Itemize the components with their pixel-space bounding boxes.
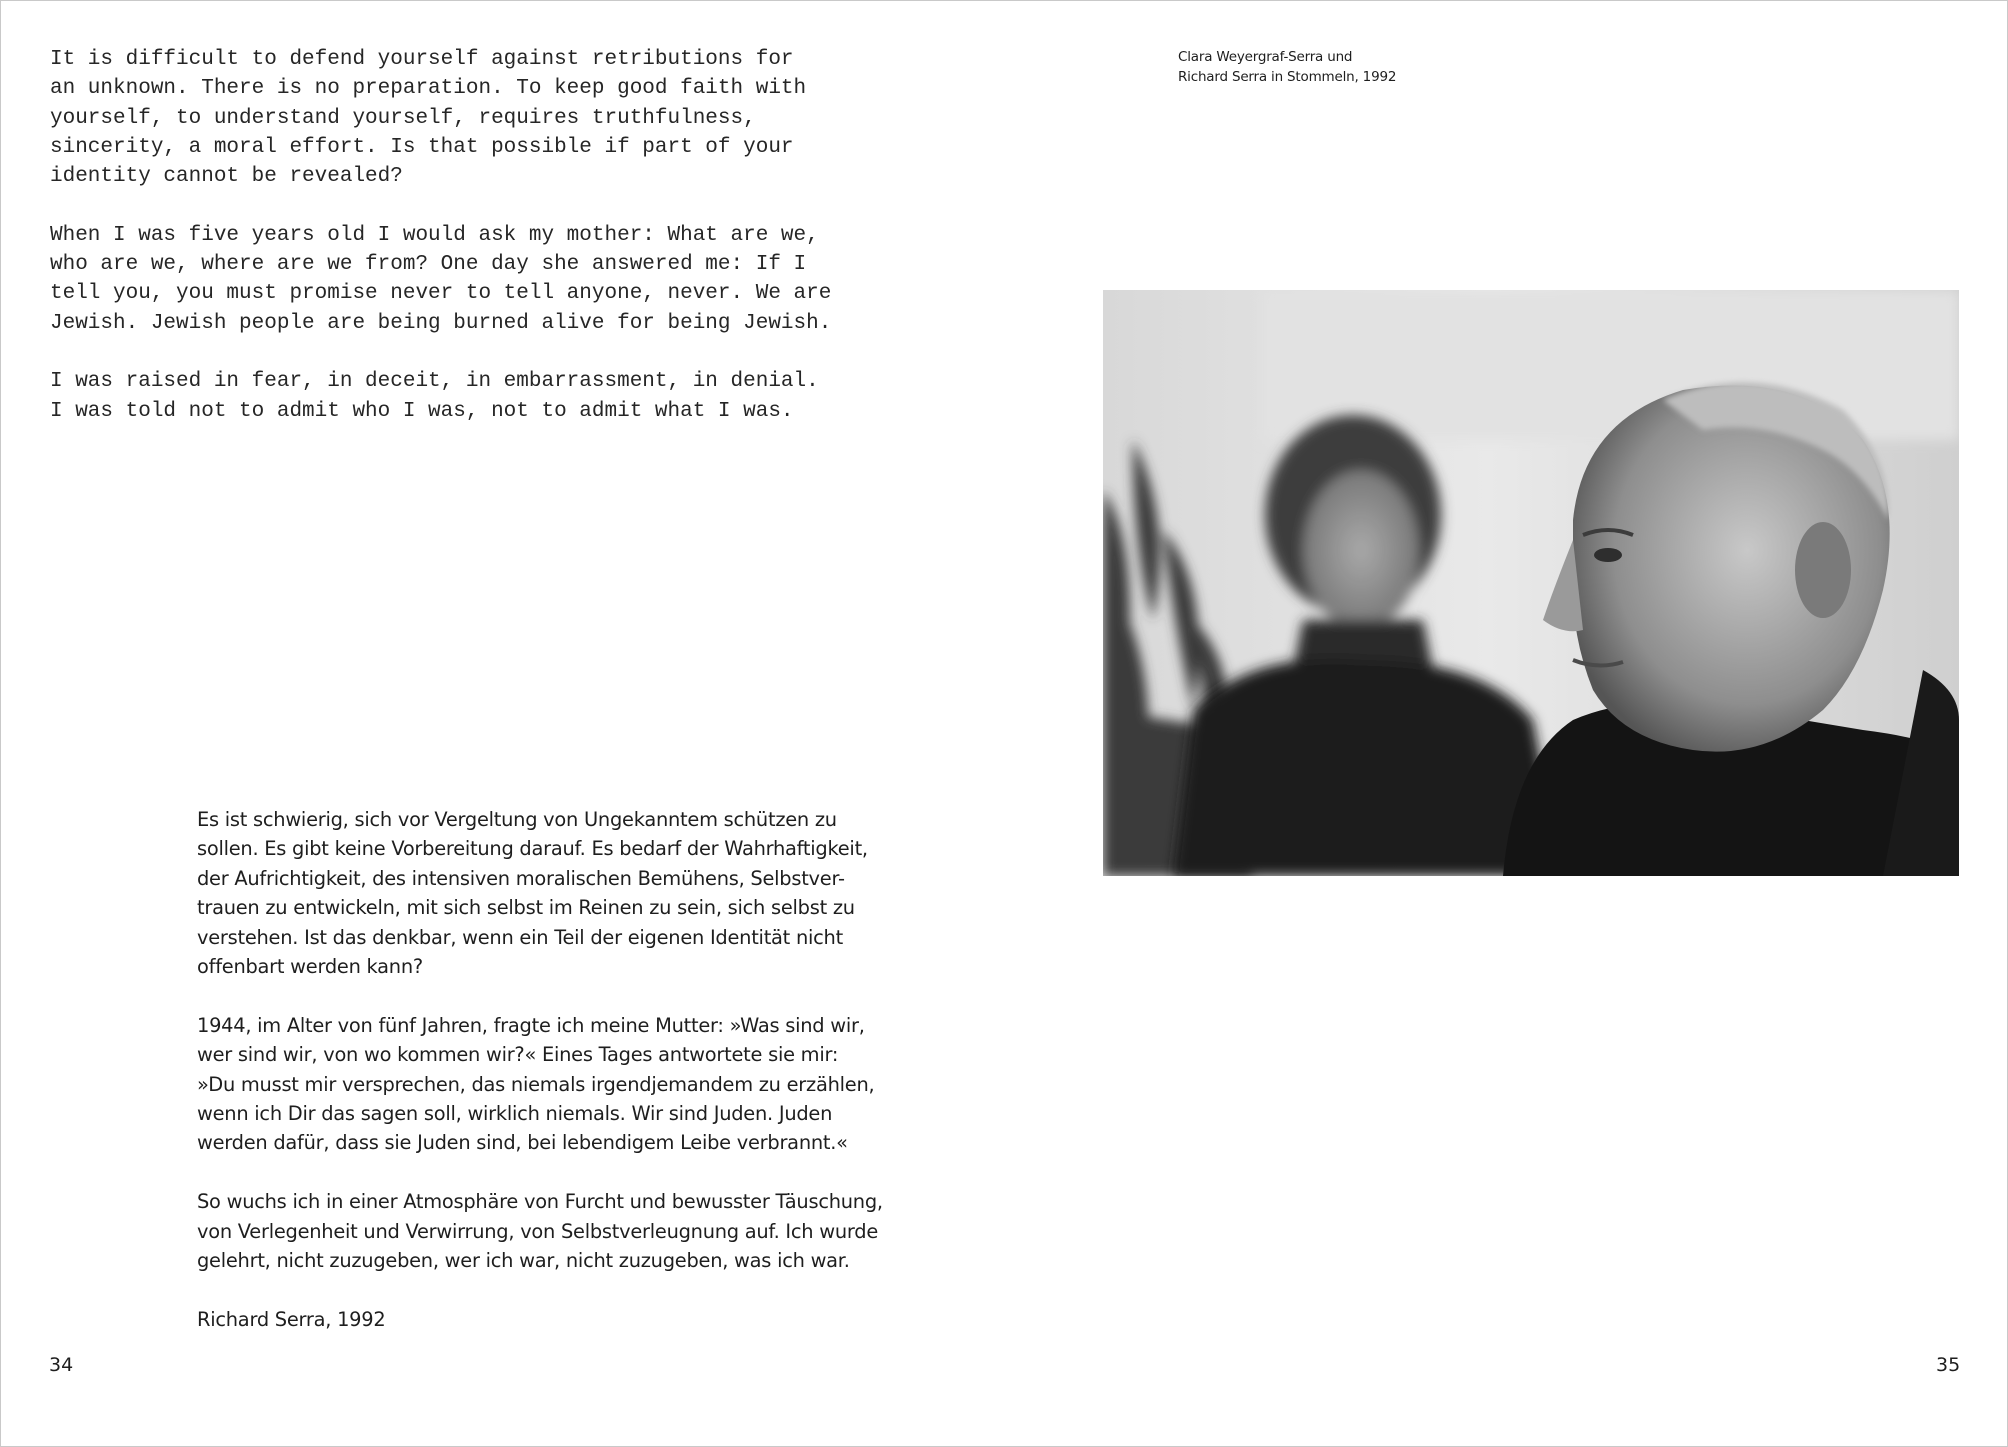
- signature-line: [197, 1305, 917, 1334]
- text-line: wenn ich Dir das sagen soll, wirklich niemals. Wir sind Juden. Juden: [197, 1102, 833, 1126]
- photo-illustration: [1103, 290, 1959, 876]
- german-paragraph-1: [197, 805, 917, 981]
- text-line: offenbart werden kann?: [197, 955, 423, 979]
- text-line: So wuchs ich in einer Atmosphäre von Furcht und bewusster Täuschung,: [197, 1190, 883, 1214]
- text-line: der Aufrichtigkeit, des intensiven moralischen Bemühens, Selbstver-: [197, 866, 845, 890]
- english-text-block: [50, 45, 950, 455]
- text-line: who are we, where are we from? One day she answered me: If I: [50, 253, 807, 277]
- portrait-photo: [1103, 290, 1959, 876]
- english-paragraph-1: [50, 45, 950, 191]
- text-line: »Du musst mir versprechen, das niemals irgendjemandem zu erzählen,: [197, 1072, 875, 1096]
- text-line: sollen. Es gibt keine Vorbereitung darauf. Es bedarf der Wahrhaftigkeit,: [197, 837, 868, 861]
- author-credit: Richard Serra, 1992: [197, 1307, 386, 1331]
- text-line: yourself, to understand yourself, requires truthfulness,: [50, 106, 756, 130]
- caption-line-1: Clara Weyergraf-Serra und: [1178, 49, 1353, 65]
- german-paragraph-2: [197, 1011, 917, 1158]
- text-line: I was raised in fear, in deceit, in embarrassment, in denial.: [50, 370, 819, 394]
- german-paragraph-3: [197, 1187, 917, 1275]
- text-line: von Verlegenheit und Verwirrung, von Selbstverleugnung auf. Ich wurde: [197, 1219, 879, 1243]
- caption-line-2: Richard Serra in Stommeln, 1992: [1178, 69, 1397, 85]
- text-line: I was told not to admit who I was, not to admit what I was.: [50, 399, 794, 423]
- english-paragraph-2: [50, 221, 950, 338]
- text-line: sincerity, a moral effort. Is that possible if part of your: [50, 135, 794, 159]
- german-text-block: [197, 805, 917, 1364]
- text-line: identity cannot be revealed?: [50, 165, 403, 189]
- text-line: trauen zu entwickeln, mit sich selbst im Reinen zu sein, sich selbst zu: [197, 896, 855, 920]
- text-line: It is difficult to defend yourself against retributions for: [50, 48, 794, 71]
- text-line: an unknown. There is no preparation. To keep good faith with: [50, 77, 807, 101]
- page-number-left: 34: [49, 1354, 74, 1376]
- text-line: Jewish. Jewish people are being burned alive for being Jewish.: [50, 311, 832, 335]
- text-line: wer sind wir, von wo kommen wir?« Eines Tages antwortete sie mir:: [197, 1043, 839, 1067]
- text-line: tell you, you must promise never to tell anyone, never. We are: [50, 282, 832, 306]
- text-line: 1944, im Alter von fünf Jahren, fragte ich meine Mutter: »Was sind wir,: [197, 1013, 865, 1037]
- english-paragraph-3: [50, 367, 950, 426]
- text-line: Es ist schwierig, sich vor Vergeltung von Ungekanntem schützen zu: [197, 808, 837, 831]
- page-number-right: 35: [1936, 1354, 1961, 1376]
- photo-caption: [1178, 47, 1478, 87]
- text-line: werden dafür, dass sie Juden sind, bei lebendigem Leibe verbrannt.«: [197, 1131, 848, 1155]
- text-line: When I was five years old I would ask my mother: What are we,: [50, 223, 819, 247]
- text-line: gelehrt, nicht zuzugeben, wer ich war, nicht zuzugeben, was ich war.: [197, 1249, 850, 1273]
- text-line: verstehen. Ist das denkbar, wenn ein Teil der eigenen Identität nicht: [197, 925, 843, 949]
